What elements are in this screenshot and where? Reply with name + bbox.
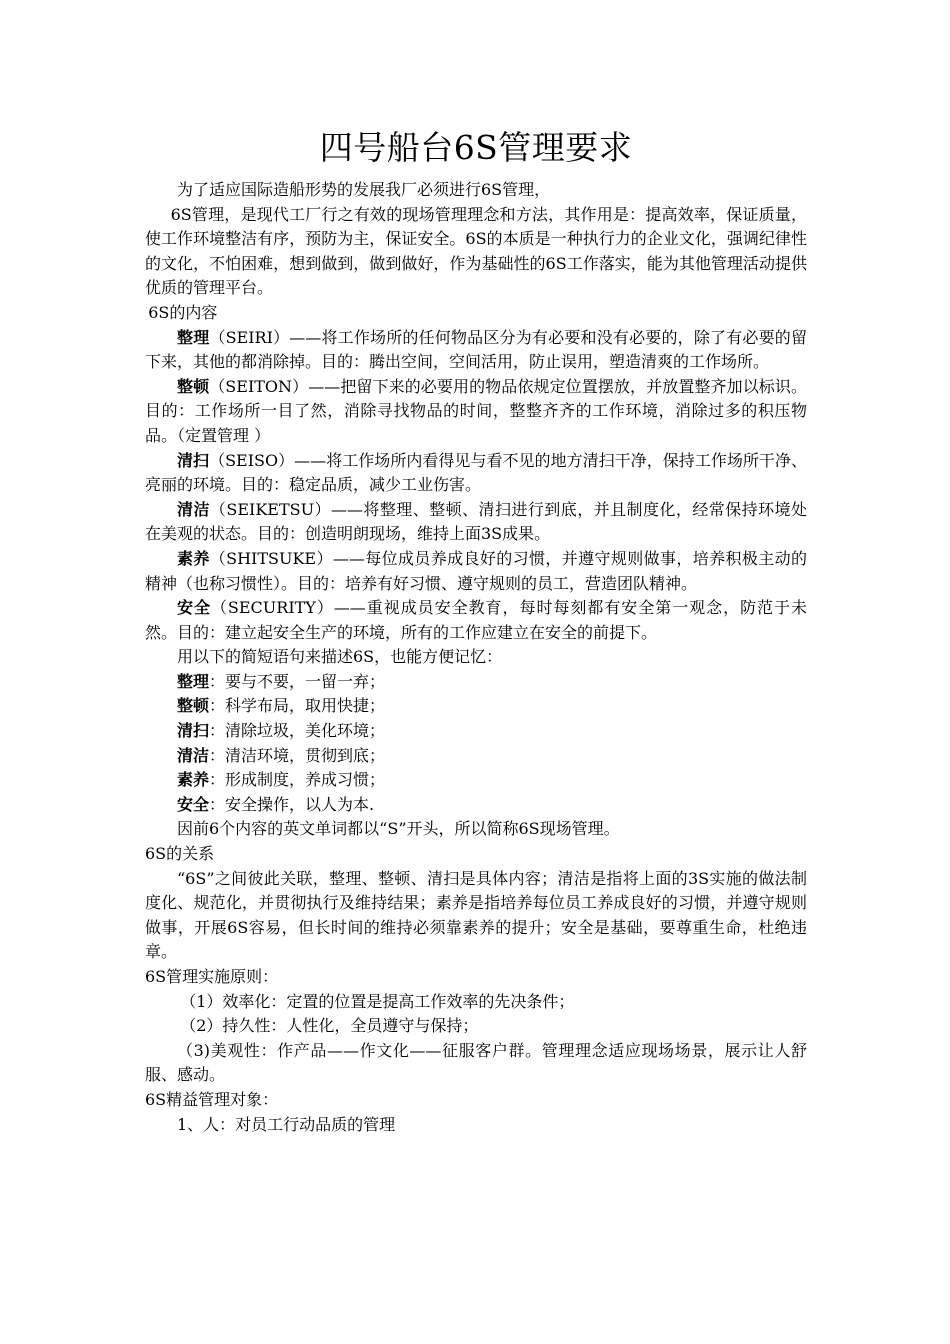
item-shitsuke [145,547,807,596]
principle-item: （3)美观性：作产品——作文化——征服客户群。管理理念适应现场场景，展示让人舒服、感动。 [145,1040,807,1085]
objects-heading: 6S精益管理对象： [145,1089,279,1109]
slogan-term: 整理 [177,671,210,691]
item-text: （SECURITY）——重视成员安全教育，每时每刻都有安全第一观念，防范于未然。目的：建立起安全生产的环境，所有的工作应建立在安全的前提下。 [145,598,807,642]
slogan-text: ：要与不要，一留一弃； [209,671,386,691]
content-heading: 6S的内容 [148,302,218,322]
relation-heading: 6S的关系 [145,844,215,864]
slogan-text: ：形成制度，养成习惯； [209,770,386,790]
principles-heading: 6S管理实施原则： [145,967,279,986]
slogan-line [145,793,807,818]
item-term: 清扫 [177,450,210,470]
slogan-line [145,694,807,719]
relation-paragraph: “6S”之间彼此关联，整理、整顿、清扫是具体内容；清洁是指将上面的3S实施的做法制度化、规范化，并贯彻执行及维持结果；素养是指培养每位员工养成良好的习惯，并遵守规则做事，开展6S容易，但长时间的维持必须靠素养的提升；安全是基础，要尊重生命，杜绝违章。 [145,868,807,962]
slogan-line [145,670,807,695]
item-term: 清洁 [177,499,210,519]
slogan-intro: 用以下的简短语句来描述6S，也能方便记忆： [177,647,503,667]
slogan-term: 素养 [177,770,210,790]
item-text: （SEIRI）——将工作场所的任何物品区分为有必要和没有必要的，除了有必要的留下来，其他的都消除掉。目的：腾出空间，空间活用，防止误用，塑造清爽的工作场所。 [145,327,807,372]
slogan-line [145,768,807,793]
slogan-text: ：科学布局，取用快捷； [209,696,386,716]
item-term: 素养 [177,548,210,568]
slogan-term: 清洁 [177,745,210,765]
slogan-term: 整顿 [177,696,210,716]
naming-note: 因前6个内容的英文单词都以“S”开头，所以简称6S现场管理。 [177,819,620,839]
document-page [145,118,807,1137]
item-seiso [145,449,807,498]
item-term: 整理 [177,327,210,347]
principle-item: （1）效率化：定置的位置是提高工作效率的先决条件； [180,991,575,1011]
item-text: （SEISO）——将工作场所内看得见与看不见的地方清扫干净，保持工作场所干净、亮丽的环境。目的：稳定品质，减少工业伤害。 [145,450,807,495]
item-text: （SEIKETSU）——将整理、整顿、清扫进行到底，并且制度化，经常保持环境处在美观的状态。目的：创造明朗现场，维持上面3S成果。 [145,499,807,544]
item-term: 安全 [177,598,211,618]
slogan-term: 清扫 [177,721,210,741]
item-term: 整顿 [177,376,210,396]
object-item: 1、人：对员工行动品质的管理 [177,1114,396,1134]
item-seiketsu [145,498,807,547]
slogan-text: ：安全操作，以人为本. [209,794,375,814]
slogan-text: ：清除垃圾，美化环境； [209,721,386,741]
slogan-term: 安全 [177,794,210,814]
item-text: （SEITON）——把留下来的必要用的物品依规定位置摆放，并放置整齐加以标识。目的：工作场所一目了然，消除寻找物品的时间，整整齐齐的工作环境，消除过多的积压物品。（定置管理 ） [145,376,807,445]
item-security [145,596,807,645]
item-seiri [145,326,807,375]
intro-paragraph: 为了适应国际造船形势的发展我厂必须进行6S管理， [177,180,551,199]
document-title: 四号船台6S管理要求 [319,128,633,167]
slogan-line [145,719,807,744]
slogan-line [145,744,807,769]
definition-paragraph: 6S管理，是现代工厂行之有效的现场管理理念和方法，其作用是：提高效率，保证质量，使工作环境整洁有序，预防为主，保证安全。6S的本质是一种执行力的企业文化，强调纪律性的文化，不怕困难，想到做到，做到做好，作为基础性的6S工作落实，能为其他管理活动提供优质的管理平台。 [145,204,807,298]
item-seiton [145,375,807,449]
principle-item: （2）持久性：人性化，全员遵守与保持； [180,1016,479,1036]
item-text: （SHITSUKE）——每位成员养成良好的习惯，并遵守规则做事，培养积极主动的精神（也称习惯性）。目的：培养有好习惯、遵守规则的员工，营造团队精神。 [145,548,807,593]
slogan-text: ：清洁环境，贯彻到底； [209,745,386,765]
